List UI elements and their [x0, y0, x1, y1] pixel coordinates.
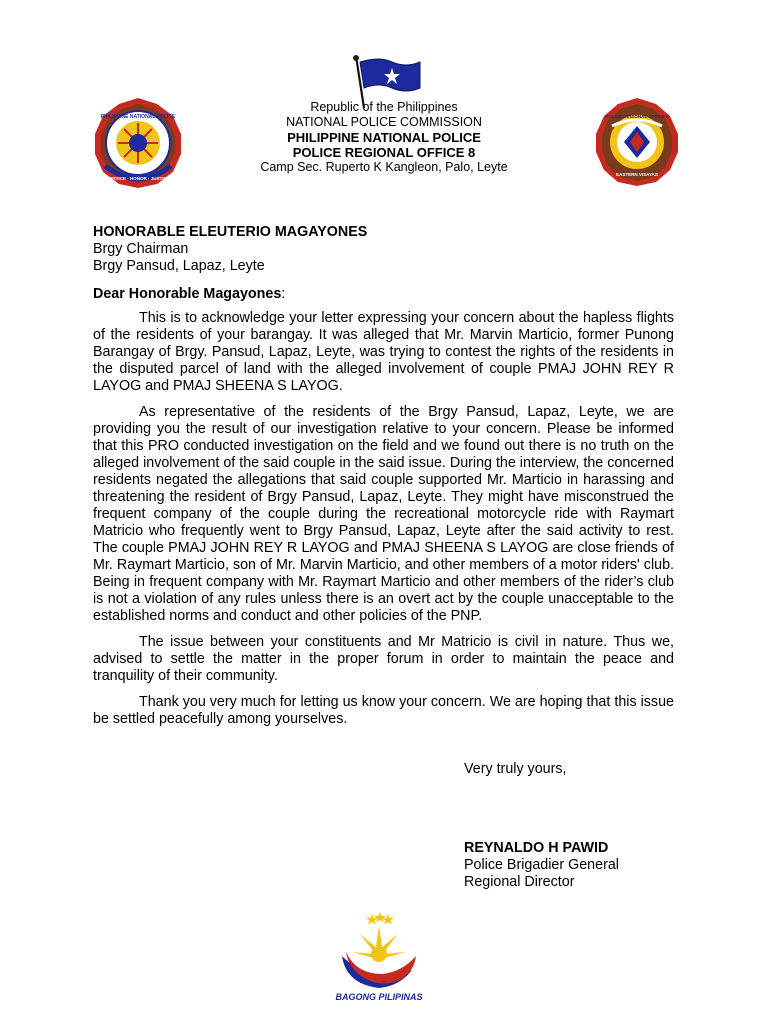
closing: Very truly yours, [464, 761, 567, 777]
letterhead-line-2: NATIONAL POLICE COMMISSION [286, 115, 482, 129]
left-seal-bottom-text: SERVICE · HONOR · JUSTICE [106, 176, 170, 181]
left-seal-ring-text: PHILIPPINE NATIONAL POLICE [100, 114, 176, 120]
right-seal-bottom-text: EASTERN VISAYAS [616, 172, 658, 177]
salutation-name: Dear Honorable Magayones [93, 286, 282, 302]
recipient-block [93, 224, 367, 275]
body-paragraph-4: Thank you very much for letting us know your concern. We are hoping that this issue be settled peacefully among yourselves. [93, 694, 674, 727]
salutation-colon: : [281, 286, 286, 302]
letterhead-line-3: PHILIPPINE NATIONAL POLICE [287, 130, 481, 145]
letterhead-line-5: Camp Sec. Ruperto K Kangleon, Palo, Leyte [260, 160, 508, 174]
body-paragraph-2: As representative of the residents of the Brgy Pansud, Lapaz, Leyte, we are providing you the result of our investigation relative to your concern. Please be informed that this PRO conducted investigation on the field and we found out there is no truth on the alleged involvement of the said couple in the said issue. During the interview, the concerned residents negated the allegations that said couple supported Mr. Marticio in harassing and threatening the resident of Brgy Pansud, Lapaz, Leyte. They might have misconstrued the frequent company of the couple during the recreational motorcycle ride with Raymart Matricio who frequently went to Brgy Pansud, Lapaz, Leyte after the said activity to rest. The couple PMAJ JOHN REY R LAYOG and PMAJ SHEENA S LAYOG are close friends of Mr. Raymart Marticio, son of Mr. Marvin Marticio, and other members of a motor riders' club. Being in frequent company with Mr. Raymart Marticio and other members of the rider’s club is not a violation of any rules unless there is an overt act by the couple unacceptable to the established norms and conduct and other policies of the PNP. [93, 404, 674, 624]
recipient-name: HONORABLE ELEUTERIO MAGAYONES [93, 224, 368, 240]
salutation [93, 286, 285, 302]
letter-body [93, 310, 674, 737]
signatory-position: Regional Director [464, 874, 575, 890]
letterhead-line-1: Republic of the Philippines [310, 100, 458, 114]
bagong-pilipinas-text: BAGONG PILIPINAS [335, 992, 423, 1002]
signature-block [464, 840, 619, 891]
letterhead [200, 100, 568, 175]
right-seal-ring-text: POLICE REGIONAL OFFICE 8 [605, 114, 669, 119]
bagong-pilipinas-logo-icon [330, 912, 428, 1004]
recipient-title: Brgy Chairman [93, 241, 189, 257]
body-paragraph-3: The issue between your constituents and Mr Matricio is civil in nature. Thus we, advised to settle the matter in the proper forum in order to maintain the peace and tranquility of their community. [93, 634, 674, 684]
letterhead-line-4: POLICE REGIONAL OFFICE 8 [292, 145, 476, 160]
pro8-seal-icon [594, 96, 680, 188]
signatory-rank: Police Brigadier General [464, 857, 619, 873]
body-paragraph-1: This is to acknowledge your letter expressing your concern about the hapless flights of the residents of your barangay. It was alleged that Mr. Marvin Marticio, former Punong Barangay of Brgy. Pansud, Lapaz, Leyte, was trying to contest the rights of the residents in the disputed parcel of land with the alleged involvement of couple PMAJ JOHN REY R LAYOG and PMAJ SHEENA S LAYOG. [93, 310, 674, 394]
signatory-name: REYNALDO H PAWID [464, 840, 609, 856]
recipient-address: Brgy Pansud, Lapaz, Leyte [93, 258, 265, 274]
pnp-seal-icon [91, 96, 185, 190]
